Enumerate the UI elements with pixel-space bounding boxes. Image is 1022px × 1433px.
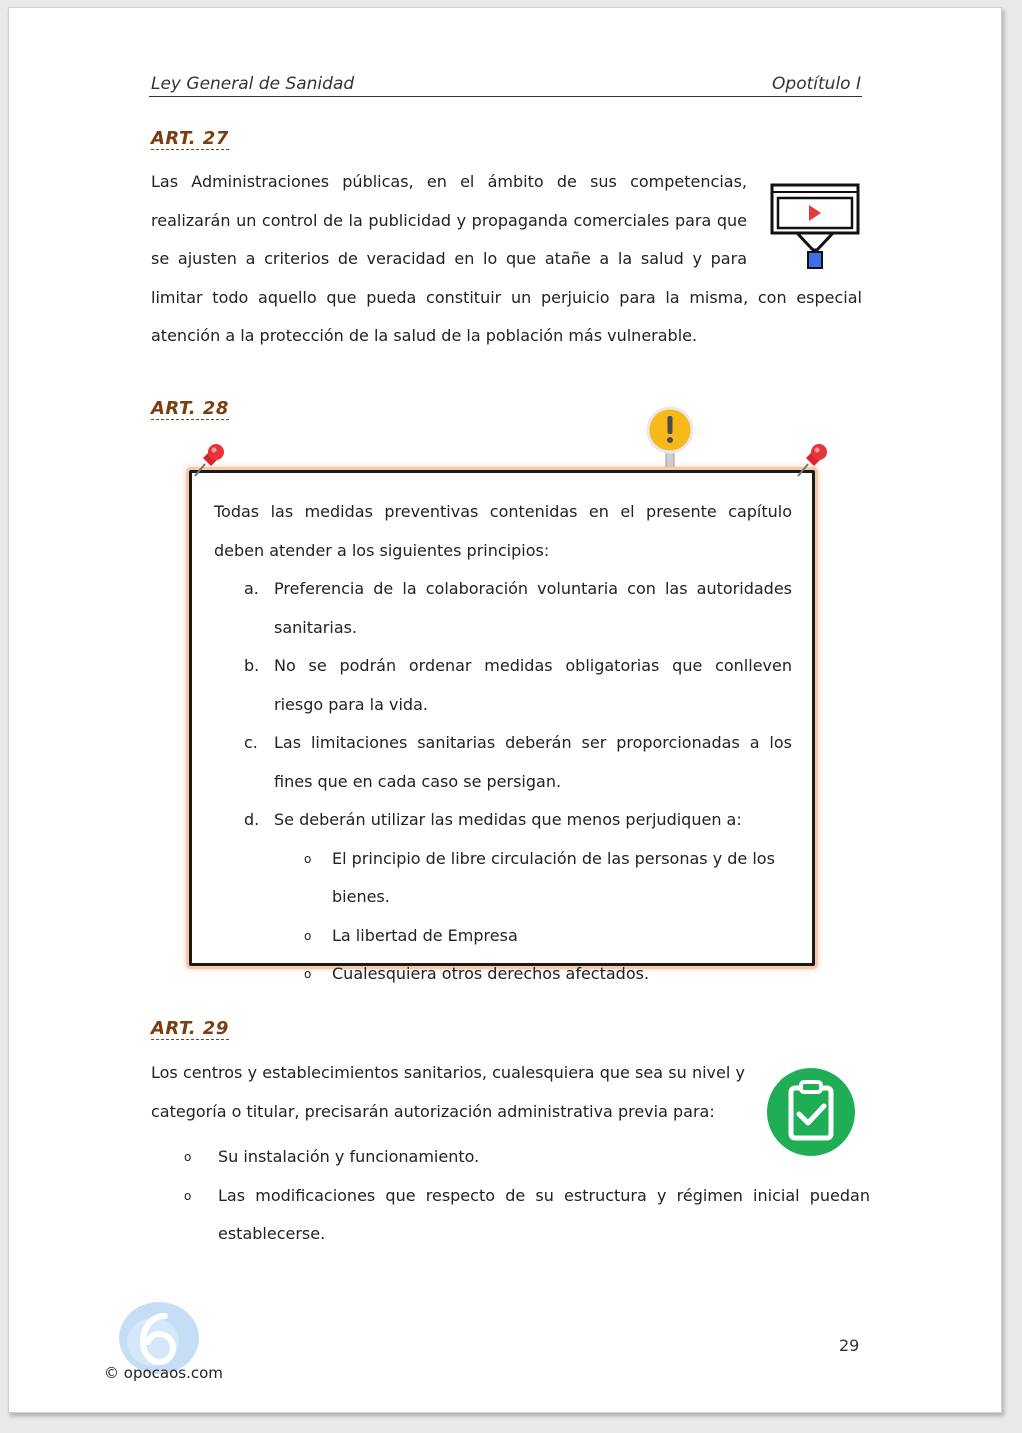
list-text: Preferencia de la colaboración voluntaria con las autoridades sanitarias.: [274, 579, 792, 637]
push-pin-icon: [792, 440, 832, 480]
art29-paragraph: Los centros y establecimientos sanitarios, cualesquiera que sea su nivel y categoría o titular, precisarán autorización administrativa previa para:: [151, 1063, 745, 1121]
header-title: Ley General de Sanidad: [151, 74, 355, 94]
art27-heading: [151, 128, 229, 149]
art27-heading-text: ART. 27: [151, 128, 229, 149]
list-marker: c.: [244, 733, 258, 752]
sublist-item: [214, 840, 792, 917]
sublist-text: Cualesquiera otros derechos afectados.: [332, 964, 650, 983]
list-item: [184, 1177, 870, 1254]
principles-panel: [189, 470, 815, 983]
principles-intro: Todas las medidas preventivas contenidas en el presente capítulo deben atender a los siguientes principios:: [214, 502, 792, 560]
list-marker: b.: [244, 656, 260, 675]
page-number: 29: [839, 1336, 860, 1355]
art27-paragraph-part1: Las Administraciones públicas, en el ámbito de sus competencias, realizarán un control de la publicidad y propaganda comerciales para que se ajusten a criterios de veracidad en lo que atañe a la salud y para: [151, 172, 747, 268]
sublist-marker: o: [304, 851, 312, 866]
list-item: [214, 724, 792, 801]
copyright: © opocaos.com: [104, 1364, 223, 1382]
list-text: No se podrán ordenar medidas obligatorias que conlleven riesgo para la vida.: [274, 656, 792, 714]
sublist-item: [214, 917, 792, 956]
art27-paragraph-part2: limitar todo aquello que pueda constituir un perjuicio para la misma, con especial atención a la protección de la salud de la población más vulnerable.: [151, 287, 862, 345]
art28-heading-text: ART. 28: [151, 398, 229, 419]
list-marker: o: [184, 1188, 192, 1203]
list-text: Las modificaciones que respecto de su estructura y régimen inicial puedan establecerse.: [218, 1185, 870, 1243]
header-divider: [149, 96, 862, 97]
list-marker: a.: [244, 579, 259, 598]
list-text: Se deberán utilizar las medidas que menos perjudiquen a:: [274, 810, 742, 829]
sublist-text: El principio de libre circulación de las personas y de los bienes.: [332, 848, 775, 906]
list-marker: o: [184, 1150, 192, 1164]
sublist-marker: o: [304, 928, 312, 943]
list-item: [214, 570, 792, 647]
document-page: [8, 7, 1002, 1413]
list-text: Su instalación y funcionamiento.: [218, 1147, 480, 1166]
list-item: [184, 1138, 870, 1177]
list-marker: d.: [244, 810, 260, 829]
push-pin-icon: [189, 440, 229, 480]
list-item: [214, 801, 792, 840]
art29-heading: [151, 1018, 229, 1039]
billboard-video-icon: [769, 180, 861, 272]
header-chapter: Opotítulo I: [772, 74, 861, 94]
list-item: [214, 647, 792, 724]
sublist-text: La libertad de Empresa: [332, 925, 518, 945]
art29-heading-text: ART. 29: [151, 1018, 229, 1039]
art29-list: [184, 1138, 870, 1254]
list-text: Las limitaciones sanitarias deberán ser proporcionadas a los fines que en cada caso se persigan.: [274, 733, 792, 791]
principles-content: [214, 493, 792, 994]
sublist-item: [214, 955, 792, 994]
sublist-marker: o: [304, 967, 312, 981]
art28-heading: [151, 398, 229, 419]
